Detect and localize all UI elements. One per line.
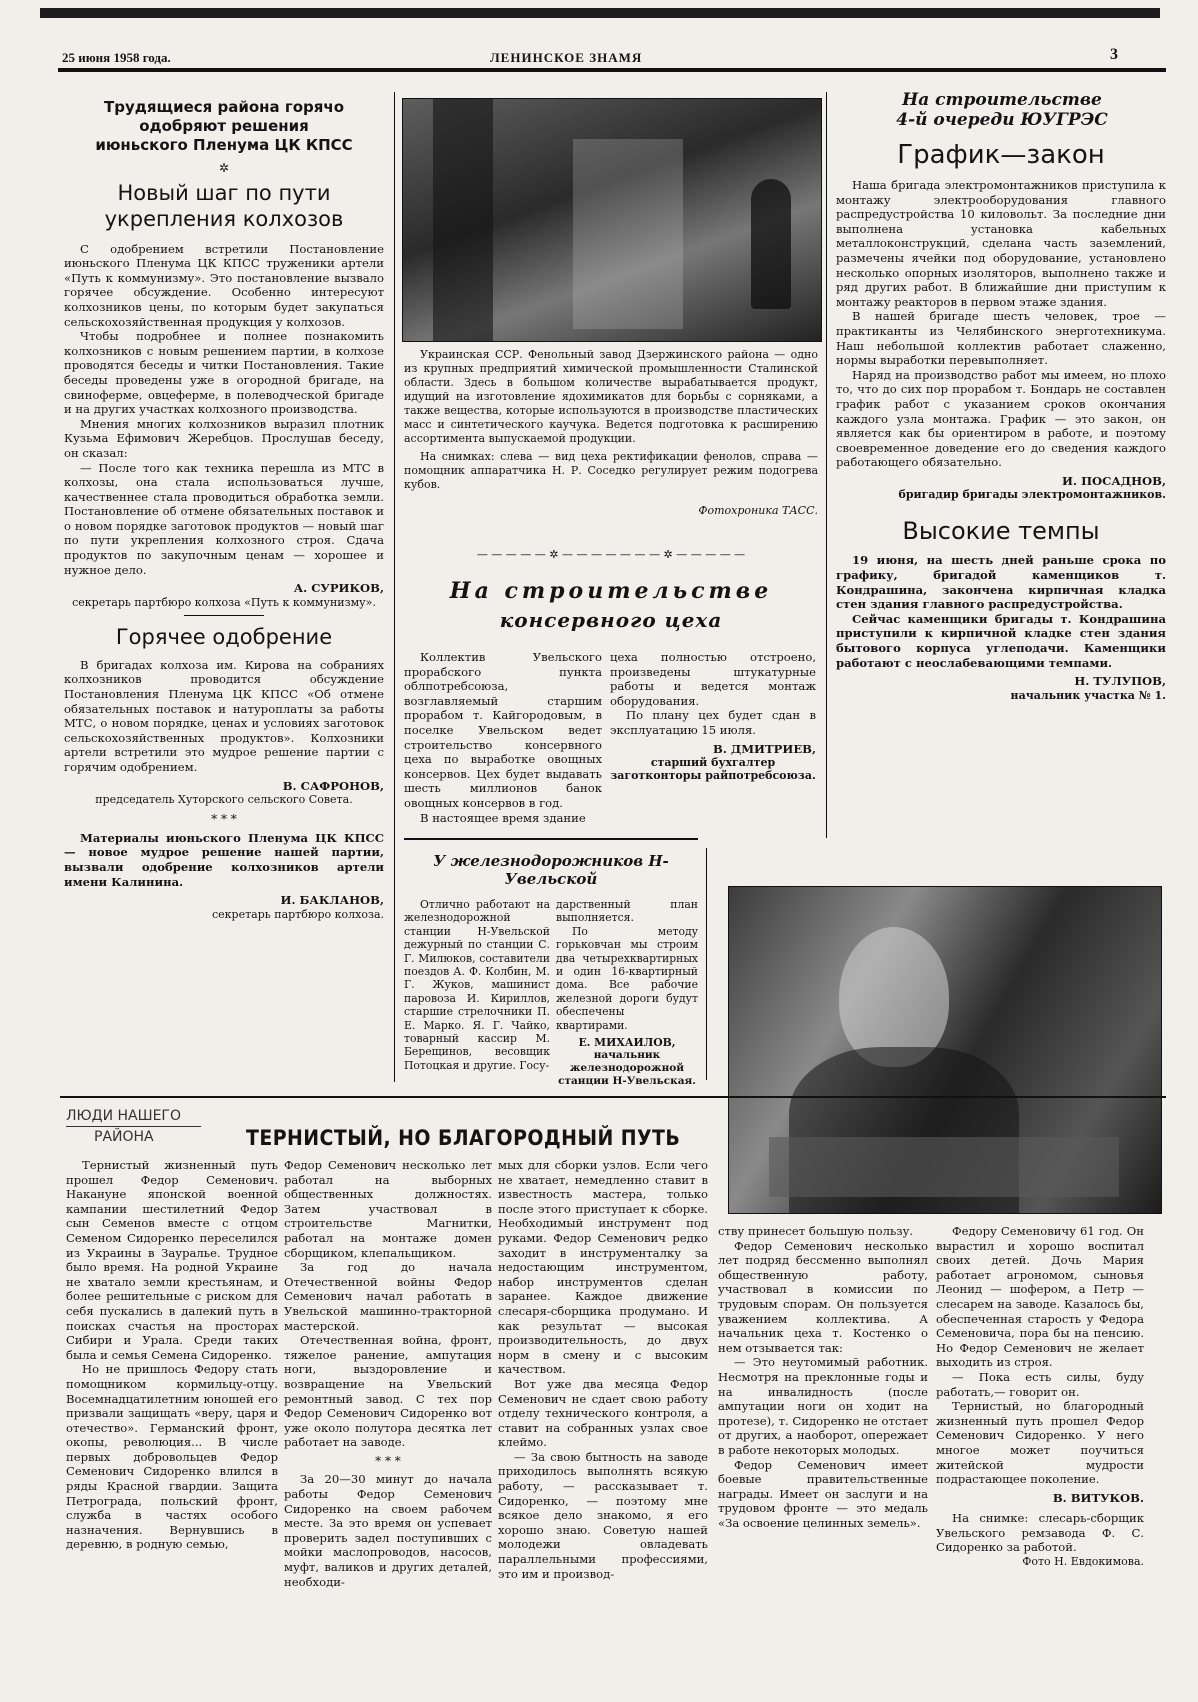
schedule-law-position: бригадир бригады электромонтажников. — [898, 488, 1166, 502]
people-c4-p1: ству принесет большую пользу. — [718, 1224, 914, 1238]
article-hot-approval-p1: В бригадах колхоза им. Кирова на собраниях колхозников проводится обсуждение Постановления Пленума ЦК КПСС «Об отмене обязательных поставок и натуроплаты за работы МТС, о новом порядке, ценах и условиях заготовок сельскохозяйственных продуктов». Колхозники артели встретили это мудрое решение партии с горячим одобрением. — [64, 657, 384, 774]
people-c3-p1: мых для сборки узлов. Если чего не хватает, немедленно ставит в известность мастера, только после этого приступает к сборке. Необходимый инструмент под руками. Федор Семенович редко заходит в инструменталку за недостающим инструментом, набор инструментов сделан заранее. Каждое движение слесаря-сборщика продумано. И как результат — высокая производительность, до двух норм в смену и с высоким качеством. — [498, 1158, 708, 1377]
cannery-sign: В. ДМИТРИЕВ, — [713, 741, 816, 756]
people-c2-p2: За год до начала Отечественной войны Федор Семенович начал работать в Увельской машинно-тракторной мастерской. — [284, 1260, 492, 1333]
page-number: 3 — [1110, 46, 1118, 63]
railway-p2: дарственный план выполняется. — [556, 898, 698, 925]
article-kalinin-sign: И. БАКЛАНОВ, — [280, 893, 384, 908]
people-c4-p3: — Это неутомимый работник. Несмотря на преклонные годы и на инвалидность (после ампутации ноги он ходит на протезе), т. Сидоренко не отстает от других, а наоборот, опережает в работе некоторых молодых. — [718, 1355, 928, 1457]
people-c4-p4: Федор Семенович имеет боевые правительственные награды. Имеет он заслуги и на трудовом фронте — это медаль «За освоение целинных земель». — [718, 1457, 928, 1530]
bottom-section-rule — [60, 1096, 1166, 1098]
people-c1-p2: Но не пришлось Федору стать помощником кормильцу-отцу. Восемнадцатилетним юношей его призвали защищать «веру, царя и отечество». Германский фронт, окопы, революция... В числе первых добровольцев Федор Семенович Сидоренко влился в ряды Красной гвардии. Защита Петрограда, польский фронт, служба в частях особого назначения. Вернувшись в деревню, в родную семью, — [66, 1362, 278, 1552]
people-c2-stars: * * * — [375, 1453, 401, 1468]
factory-photo-caption: Украинская ССР. Фенольный завод Дзержинского района — одно из крупных предприятий химической промышленности Сталинской области. Здесь в большом количестве вырабатывается продукт, идущий на изготовление ядохимикатов для борьбы с сорняками, а также вещества, которые используются в производстве пластических масс и синтетического каучука. Ведется подготовка к расширению ассортимента выпускаемой продукции. — [404, 348, 818, 445]
rubric-star: ✲ — [218, 161, 230, 175]
cannery-col-2 — [610, 650, 816, 788]
article-hot-approval-position: председатель Хуторского сельского Совета. — [95, 793, 353, 807]
plenum-rubric: Трудящиеся района горячо одобряют решения июньского Пленума ЦК КПСС — [95, 98, 353, 154]
article-kalinin-p1: Материалы июньского Пленума ЦК КПСС — новое мудрое решение нашей партии, вызвали одобрение колхозников артели имени Калинина. — [64, 830, 384, 889]
cannery-p4: По плану цех будет сдан в эксплуатацию 15 июля. — [610, 708, 816, 737]
people-c3-p3: — За свою бытность на заводе приходилось выполнять всякую работу, — рассказывает т. Сидоренко, — поэтому мне всякое дело знакомо, я его хорошо знаю. Советую нашей молодежи овладевать параллельными профессиями, это им и производ- — [498, 1449, 708, 1581]
people-col-4 — [718, 1224, 928, 1530]
high-pace-p1: 19 июня, на шесть дней раньше срока по графику, бригадой каменщиков т. Кондрашина, закончена кирпичная кладка стен здания главного распредустройства. — [836, 553, 1166, 612]
people-rubric — [66, 1108, 201, 1145]
people-photo-caption: На снимке: слесарь-сборщик Увельского ремзавода Ф. С. Сидоренко за работой. — [936, 1511, 1144, 1555]
people-col-5 — [936, 1224, 1144, 1570]
column-rule-1 — [394, 92, 395, 1082]
article-new-step-p4: — После того как техника перешла из МТС в колхозы, она стала использоваться лучше, качественнее стала проводиться обработка земли. Постановление об отмене обязательных поставок и о новом порядке заготовок продуктов — новый шаг по пути укрепления колхозного строя. Сдача продуктов по закупочным ценам — хорошее и нужное дело. — [64, 460, 384, 577]
article-new-step-p1: С одобрением встретили Постановление июньского Пленума ЦК КПСС труженики артели «Путь к коммунизму». Это постановление вызвало горячее обсуждение. Особенно интересуют колхозников цены, по которым будет закупаться сельскохозяйственная продукция у колхозов. — [64, 241, 384, 329]
cannery-p2: В настоящее время здание — [420, 810, 586, 825]
worker-portrait-photo — [728, 886, 1162, 1214]
people-rubric-line1: ЛЮДИ НАШЕГО — [66, 1108, 181, 1124]
high-pace-p2: Сейчас каменщики бригады т. Кондрашина приступили к кирпичной кладке стен здания бытового корпуса углеподачи. Каменщики работают с неослабевающими темпами. — [836, 611, 1166, 670]
people-c3-p2: Вот уже два месяца Федор Семенович не сдает свою работу отделу технического контроля, а ставит на собранных узлах свое клеймо. — [498, 1376, 708, 1450]
railway-p1: Отлично работают на железнодорожной станции Н-Увельской дежурный по станции С. Г. Милюков, составители поездов А. Ф. Колбин, М. Г. Жуков, машинист паровоза И. Кириллов, старшие стрелочники П. Е. Марко. Я. Г. Чайко, товарный кассир М. Берещинов, весовщик Потоцкая и другие. Госу- — [404, 898, 550, 1072]
people-c2-p3: Отечественная война, фронт, тяжелое ранение, ампутация ноги, выздоровление и возвращение на Увельский ремонтный завод. С тех пор Федор Семенович Сидоренко вот уже около полутора десятка лет работает на заводе. — [284, 1333, 492, 1450]
railway-title: У железнодорожников Н-Увельской — [433, 852, 669, 888]
factory-photo-on-photo: На снимках: слева — вид цеха ректификации фенолов, справа — помощник аппаратчика Н. Р. Соседко регулирует режим подогрева кубов. — [404, 450, 818, 491]
people-col-3 — [498, 1158, 708, 1581]
high-pace-sign: Н. ТУЛУПОВ, — [1074, 674, 1166, 689]
factory-photo — [402, 98, 822, 342]
star-separator-line: — — — — — ✲ — — — — — — — ✲ — — — — — — [476, 548, 746, 561]
photo-caption-block — [404, 348, 818, 518]
cannery-title-line2: консервного цеха — [499, 608, 723, 632]
schedule-law-p1: Наша бригада электромонтажников приступила к монтажу электрооборудования главного распредустройства 10 киловольт. За последние дни выполнена установка кабельных металлоконструкций, сделана часть заземлений, размечены ячейки под оборудование, установлено несколько опорных изоляторов, выполнено также и ряд других работ. В ближайшие дни приступим к монтажу реакторов в первом этаже здания. — [836, 178, 1166, 309]
railway-col-1 — [404, 898, 550, 1072]
top-print-band — [40, 8, 1160, 18]
cannery-p1: Коллектив Увельского прорабского пункта облпотребсоюза, возглавляемый старшим прорабом т. Кайгородовым, в поселке Увельском ведет строительство консервного цеха по выработке овощных консервов. Цех будет выдавать шесть миллионов банок овощных консервов в год. — [404, 650, 602, 810]
people-c2-p1: Федор Семенович несколько лет работал на выборных общественных должностях. Затем участвовал в строительстве Магнитки, работал на монтаже домен сборщиком, клепальщиком. — [284, 1158, 492, 1260]
people-sign: В. ВИТУКОВ. — [1052, 1490, 1144, 1505]
people-c4-p2: Федор Семенович несколько лет подряд бессменно выполнял общественную работу, участвовал в комиссии по трудовым спорам. Он пользуется уважением коллектива. А начальник цеха т. Костенко о нем отзывается так: — [718, 1238, 928, 1355]
people-article-title: ТЕРНИСТЫЙ, НО БЛАГОРОДНЫЙ ПУТЬ — [246, 1126, 681, 1150]
ugres-column — [836, 138, 1166, 708]
railway-p3: По методу горьковчан мы строим два четырехквартирных и один 16-квартирный дома. Все рабочие железной дороги будут обеспечены квартирами. — [556, 924, 698, 1032]
header-rule — [58, 68, 1166, 72]
schedule-law-sign: И. ПОСАДНОВ, — [1062, 473, 1166, 488]
railway-sign: Е. МИХАИЛОВ, — [578, 1036, 676, 1050]
article-hot-approval-title: Горячее одобрение — [115, 624, 333, 649]
column-rule-railway — [706, 848, 707, 1080]
article-new-step-sign: А. СУРИКОВ, — [293, 581, 384, 596]
people-c2-p4: За 20—30 минут до начала работы Федор Семенович Сидоренко на своем рабочем месте. За это время он успевает проверить задел поступивших с мойки маслопроводов, насосов, муфт, валиков и других деталей, необходи- — [284, 1472, 492, 1589]
people-c5-p1: Федору Семеновичу 61 год. Он вырастил и хорошо воспитал своих детей. Дочь Мария работает агрономом, сыновья Леонид — шофером, а Петр — слесарем на заводе. Казалось бы, обеспеченная старость у Федора Семеновича, пора бы на пенсию. Но Федор Семенович не желает выходить из строя. — [936, 1224, 1144, 1370]
ugres-rubric-line1: На строительстве — [902, 90, 1102, 110]
article-new-step-title: Новый шаг по пути укрепления колхозов — [104, 180, 344, 231]
article-hot-approval-sign: В. САФРОНОВ, — [282, 778, 384, 793]
people-c5-p2: — Пока есть силы, буду работать,— говорит он. — [936, 1369, 1144, 1399]
people-c1-p1: Тернистый жизненный путь прошел Федор Семенович. Накануне японской военной кампании шестилетний Федор сын Семенов вместе с отцом Семеном Сидоренко переселился из Украины в Зауралье. Трудное было время. На родной Украине не хватало земли крестьянам, и более решительные с риском для себя пускались в далекий путь в поисках счастья на просторах Сибири и Урала. Среди таких была и семья Семена Сидоренко. — [66, 1158, 278, 1362]
divider — [184, 615, 264, 616]
people-c5-p3: Тернистый, но благородный жизненный путь прошел Федор Семенович Сидоренко. У него многое может поучиться житейской мудрости подрастающее поколение. — [936, 1399, 1144, 1487]
cannery-p3: цеха полностью отстроено, произведены штукатурные работы и ведется монтаж оборудования. — [610, 650, 816, 708]
people-col-2 — [284, 1158, 492, 1589]
schedule-law-title: График—закон — [897, 140, 1105, 170]
schedule-law-p2: В нашей бригаде шесть человек, трое — практиканты из Челябинского энерготехникума. Наш небольшой коллектив работает слаженно, нормы выработки перевыполняет. — [836, 309, 1166, 368]
people-rubric-line2: РАЙОНА — [94, 1129, 154, 1145]
cannery-position: старший бухгалтер заготконторы райпотребсоюза. — [610, 756, 816, 783]
railway-position: начальник железнодорожной станции Н-Увельская. — [558, 1049, 696, 1088]
high-pace-title: Высокие темпы — [902, 517, 1100, 546]
column-rule-2 — [826, 92, 827, 838]
cannery-title-line1: На строительстве — [449, 578, 773, 604]
ugres-rubric-line2: 4-й очереди ЮУГРЭС — [896, 110, 1108, 130]
left-column — [64, 96, 384, 927]
issue-date: 25 июня 1958 года. — [62, 50, 171, 65]
article-kalinin-position: секретарь партбюро колхоза. — [211, 907, 384, 921]
cannery-col-1 — [404, 650, 602, 825]
railway-col-2 — [556, 898, 698, 1094]
cannery-bottom-rule — [404, 838, 698, 840]
people-photo-credit: Фото Н. Евдокимова. — [1022, 1555, 1144, 1569]
high-pace-position: начальник участка № 1. — [1010, 688, 1166, 702]
article-new-step-p3: Мнения многих колхозников выразил плотник Кузьма Ефимович Жеребцов. Прослушав беседу, он сказал: — [64, 416, 384, 460]
article-new-step-position: секретарь партбюро колхоза «Путь к коммунизму». — [72, 595, 376, 609]
article-new-step-p2: Чтобы подробнее и полнее познакомить колхозников с новым решением партии, в колхозе проводятся беседы и читки Постановления. Такие беседы проведены уже в огородной бригаде, на свиноферме, овцеферме, в полеводческой бригаде и на других участках колхозного производства. — [64, 329, 384, 417]
people-col-1 — [66, 1158, 278, 1552]
stars-separator: * * * — [211, 812, 237, 827]
newspaper-title: ЛЕНИНСКОЕ ЗНАМЯ — [490, 50, 643, 65]
schedule-law-p3: Наряд на производство работ мы имеем, но плохо то, что до сих пор прорабом т. Бондарь не составлен график работ с указанием сроков окончания каждого узла монтажа. График — это закон, он является как бы ориентиром в работе, и поэтому своевременное доведение его до сведения каждого работающего обязательно. — [836, 367, 1166, 470]
factory-photo-credit: Фотохроника ТАСС. — [698, 504, 818, 517]
